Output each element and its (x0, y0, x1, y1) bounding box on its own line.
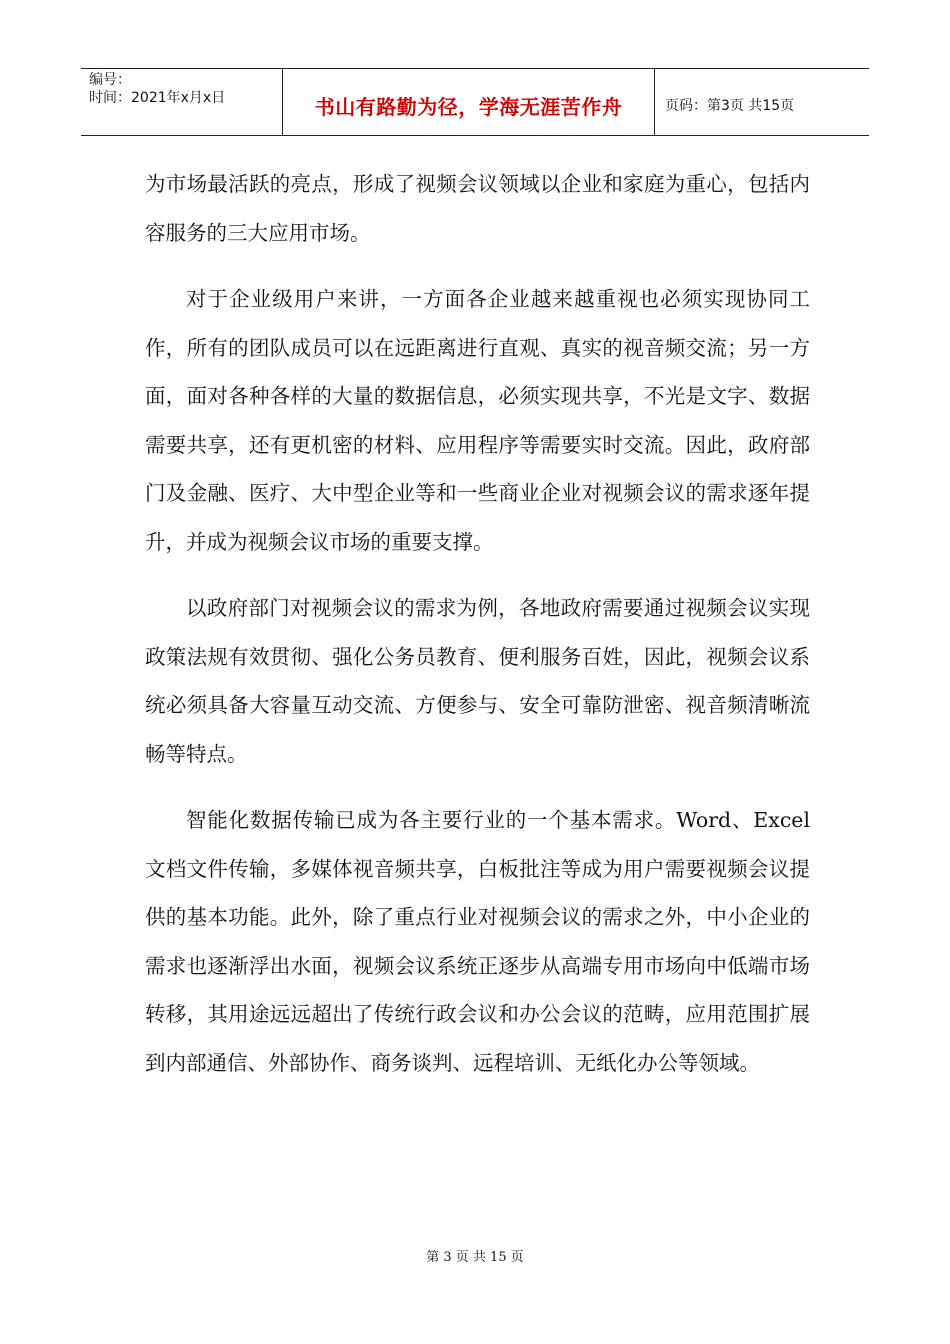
header-meta (81, 69, 283, 135)
header-motto-cell (283, 69, 655, 135)
page-header (81, 68, 869, 136)
page-info-text: 页码：第3页 共15页 (665, 98, 795, 114)
footer-page-number: 第 3 页 共 15 页 (426, 1250, 524, 1265)
page-footer (0, 1246, 950, 1265)
motto-text: 书山有路勤为径，学海无涯苦作舟 (314, 94, 623, 119)
number-label: 编号： (89, 72, 131, 88)
paragraph: 以政府部门对视频会议的需求为例，各地政府需要通过视频会议实现政策法规有效贯彻、强化公务员教育、便利服务百姓，因此，视频会议系统必须具备大容量互动交流、方便参与、安全可靠防泄密、视音频清晰流畅等特点。 (145, 596, 810, 766)
paragraph: 对于企业级用户来讲，一方面各企业越来越重视也必须实现协同工作，所有的团队成员可以在远距离进行直观、真实的视音频交流；另一方面，面对各种各样的大量的数据信息，必须实现共享，不光是文字、数据需要共享，还有更机密的材料、应用程序等需要实时交流。因此，政府部门及金融、医疗、大中型企业等和一些商业企业对视频会议的需求逐年提升，并成为视频会议市场的重要支撑。 (145, 287, 810, 554)
time-label: 时间：2021年x月x日 (89, 90, 226, 106)
paragraph: 为市场最活跃的亮点，形成了视频会议领域以企业和家庭为重心，包括内容服务的三大应用市场。 (145, 172, 810, 245)
document-body (145, 160, 810, 1105)
header-page-info (655, 69, 869, 135)
paragraph: 智能化数据传输已成为各主要行业的一个基本需求。Word、Excel文档文件传输，多媒体视音频共享，白板批注等成为用户需要视频会议提供的基本功能。此外，除了重点行业对视频会议的需求之外，中小企业的需求也逐渐浮出水面，视频会议系统正逐步从高端专用市场向中低端市场转移，其用途远远超出了传统行政会议和办公会议的范畴，应用范围扩展到内部通信、外部协作、商务谈判、远程培训、无纸化办公等领域。 (145, 808, 810, 1075)
